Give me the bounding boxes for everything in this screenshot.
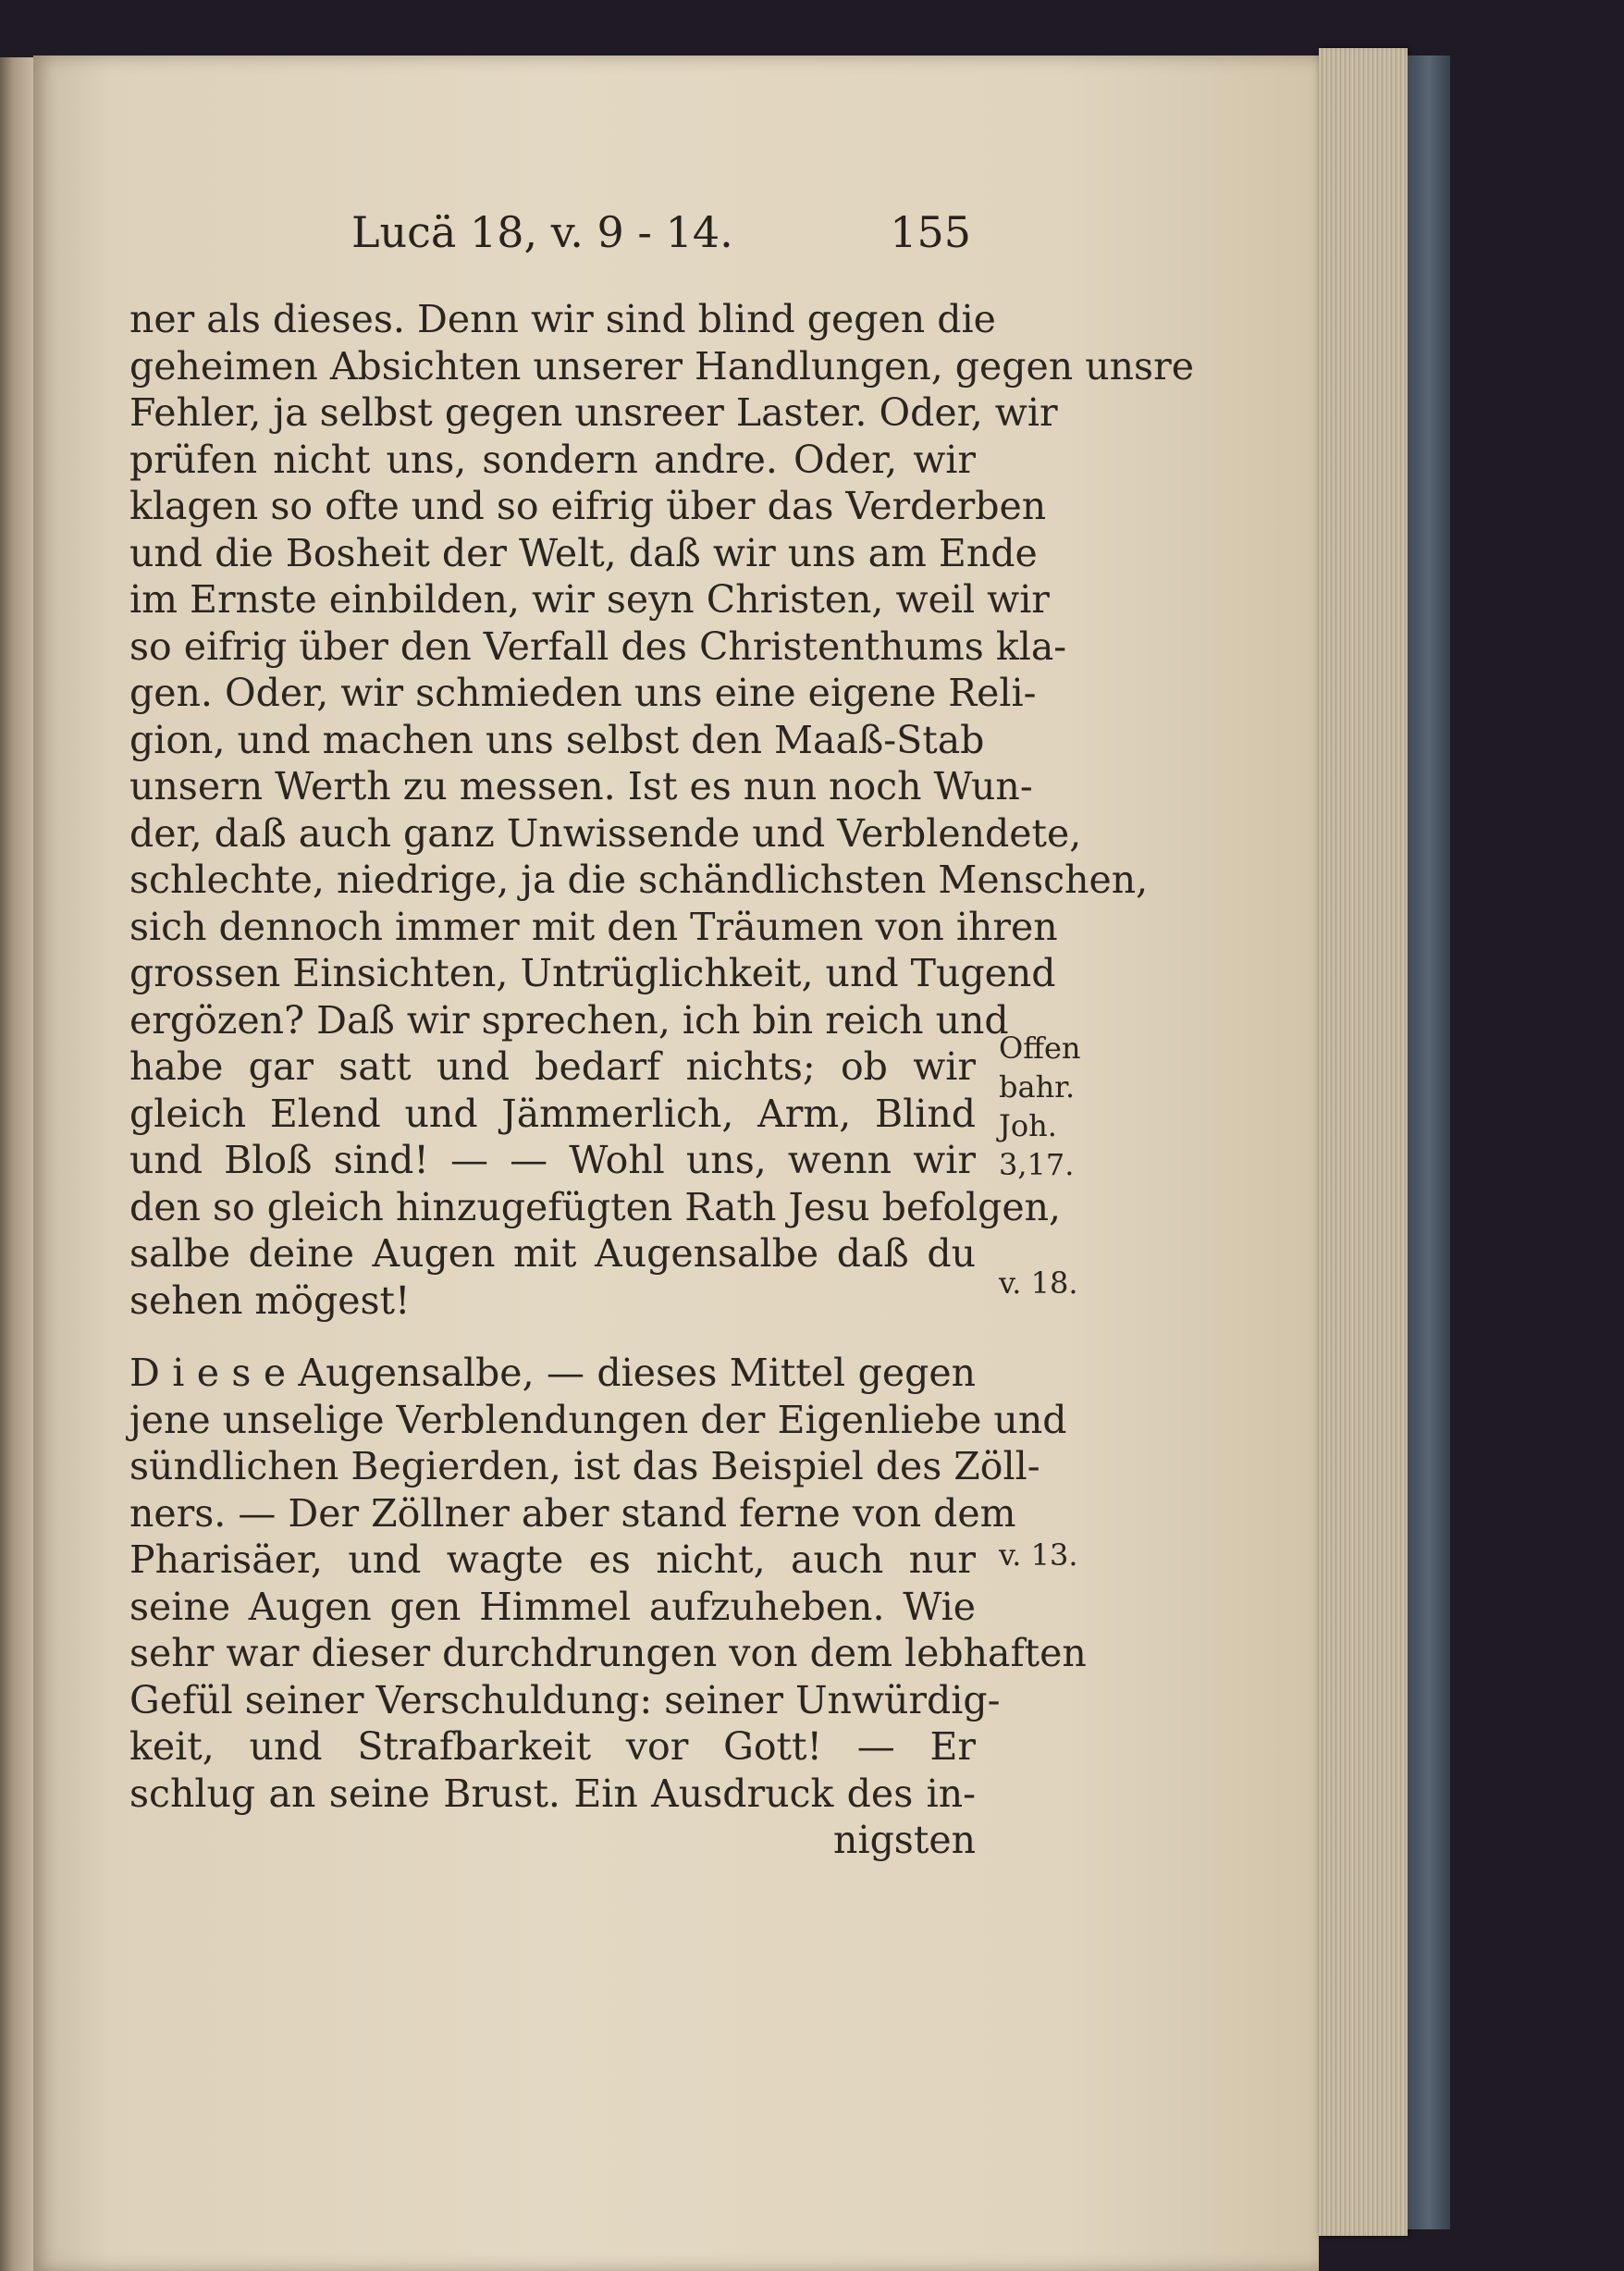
text-line: und Bloß sind! — — Wohl uns, wenn wir xyxy=(129,1138,976,1182)
text-line: grossen Einsichten, Untrüglichkeit, und Tugend xyxy=(129,951,1056,995)
text-line: gen. Oder, wir schmieden uns eine eigene Reli- xyxy=(129,671,1037,715)
catchword: nigsten xyxy=(833,1818,976,1862)
text-line: sehen mögest! xyxy=(129,1277,411,1323)
text-line: ners. — Der Zöllner aber stand ferne von dem xyxy=(129,1490,1016,1536)
text-line: seine Augen gen Himmel aufzuheben. Wie xyxy=(129,1584,976,1629)
text-line: und die Bosheit der Welt, daß wir uns am Ende xyxy=(129,530,1038,575)
text-line: D i e s e Augensalbe, — dieses Mittel gegen xyxy=(129,1351,976,1395)
text-line: so eifrig über den Verfall des Christenthums kla- xyxy=(129,623,1067,669)
text-line: schlechte, niedrige, ja die schändlichsten Menschen, xyxy=(129,858,1149,902)
text-line: salbe deine Augen mit Augensalbe daß du xyxy=(129,1231,976,1276)
page-number: 155 xyxy=(890,207,971,257)
text-line: gleich Elend und Jämmerlich, Arm, Blind xyxy=(129,1091,976,1136)
text-line: habe gar satt und bedarf nichts; ob wir xyxy=(129,1044,976,1089)
page-header xyxy=(351,207,971,272)
text-line: ner als dieses. Denn wir sind blind gegen die xyxy=(129,297,996,341)
book-cover-edge xyxy=(1408,56,1450,2229)
text-line: sich dennoch immer mit den Träumen von ihren xyxy=(129,904,1058,949)
margin-line: Offen xyxy=(999,1031,1081,1066)
page-block-edges xyxy=(1319,48,1408,2236)
margin-note-v18: v. 18. xyxy=(999,1265,1078,1301)
margin-line: 3,17. xyxy=(999,1147,1075,1182)
previous-page-edge xyxy=(0,57,33,2271)
text-line: unsern Werth zu messen. Ist es nun noch Wun- xyxy=(129,764,1033,808)
text-line: der, daß auch ganz Unwissende und Verblendete, xyxy=(129,810,1082,856)
text-line: im Ernste einbilden, wir seyn Christen, weil wir xyxy=(129,577,1050,622)
text-line: Pharisäer, und wagte es nicht, auch nur xyxy=(129,1537,976,1582)
paragraph-gap xyxy=(129,1324,976,1350)
margin-note-offenbahr xyxy=(999,1029,1101,1184)
text-line: Fehler, ja selbst gegen unsreer Laster. Oder, wir xyxy=(129,390,1058,435)
text-line: sehr war dieser durchdrungen von dem lebhaften xyxy=(129,1631,1087,1675)
text-line: klagen so ofte und so eifrig über das Verderben xyxy=(129,484,1047,528)
margin-line: Joh. xyxy=(999,1108,1057,1143)
text-line: prüfen nicht uns, sondern andre. Oder, wir xyxy=(129,437,976,482)
text-line: gion, und machen uns selbst den Maaß-Stab xyxy=(129,717,985,762)
text-line: keit, und Strafbarkeit vor Gott! — Er xyxy=(129,1724,976,1769)
margin-note-v13: v. 13. xyxy=(999,1537,1078,1573)
running-title: Lucä 18, v. 9 - 14. xyxy=(351,207,733,257)
text-line: schlug an seine Brust. Ein Ausdruck des in- xyxy=(129,1771,976,1816)
text-line: Gefül seiner Verschuldung: seiner Unwürdig- xyxy=(129,1677,1001,1722)
text-line: jene unselige Verblendungen der Eigenliebe und xyxy=(129,1397,1067,1442)
text-line: ergözen? Daß wir sprechen, ich bin reich und xyxy=(129,997,1009,1043)
margin-line: bahr. xyxy=(999,1069,1076,1105)
text-line: sündlichen Begierden, ist das Beispiel des Zöll- xyxy=(129,1444,1040,1488)
text-line: geheimen Absichten unserer Handlungen, gegen unsre xyxy=(129,343,1194,389)
text-line: den so gleich hinzugefügten Rath Jesu befolgen, xyxy=(129,1184,1062,1229)
